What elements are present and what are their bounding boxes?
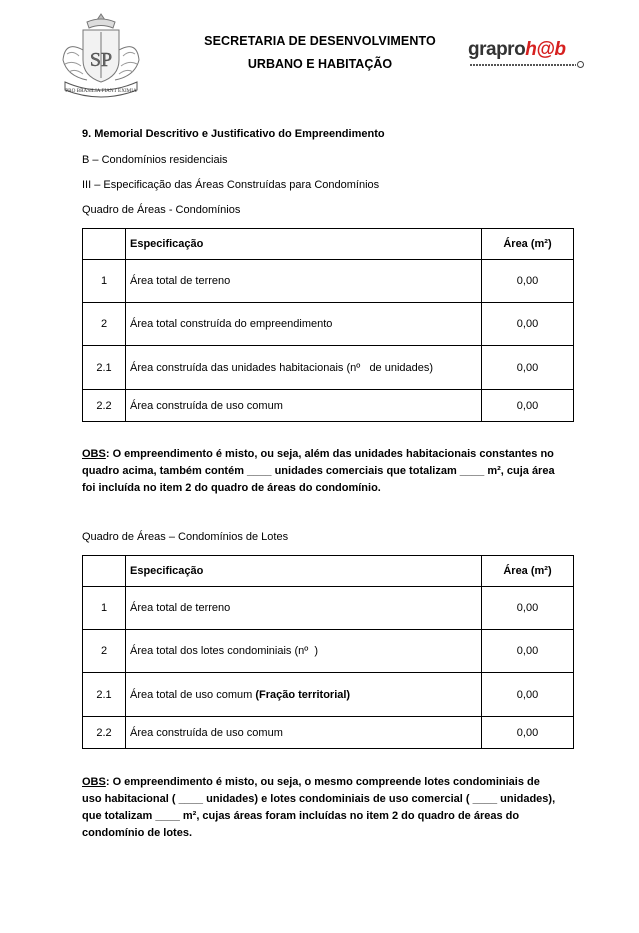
table-header-area: Área (m²) <box>482 556 574 587</box>
row-number: 2 <box>83 303 126 346</box>
row-area: 0,00 <box>482 390 574 422</box>
logo-tagline-text <box>470 64 576 66</box>
table-row <box>83 587 574 630</box>
table-header-area: Área (m²) <box>482 229 574 260</box>
row-spec-text: Área total de uso comum <box>130 688 256 701</box>
row-spec: Área total dos lotes condominiais (nº ) <box>126 630 482 673</box>
row-area: 0,00 <box>482 587 574 630</box>
row-area: 0,00 <box>482 303 574 346</box>
observation-note-2 <box>82 774 562 842</box>
table-row <box>83 260 574 303</box>
row-spec-bold: (Fração territorial) <box>255 688 351 701</box>
row-spec: Área total de terreno <box>126 260 482 303</box>
row-area: 0,00 <box>482 717 574 749</box>
table-row <box>83 346 574 390</box>
table-row <box>83 303 574 346</box>
row-spec: Área total construída do empreendimento <box>126 303 482 346</box>
row-area: 0,00 <box>482 346 574 390</box>
table-header-number <box>83 229 126 260</box>
row-number: 2.1 <box>83 673 126 717</box>
table2-caption: Quadro de Áreas – Condomínios de Lotes <box>82 531 289 543</box>
state-coat-of-arms-icon <box>57 10 145 98</box>
section-line-iii: III – Especificação das Áreas Construídas para Condomínios <box>82 179 380 191</box>
observation-note-1 <box>82 446 562 497</box>
table-row <box>83 717 574 749</box>
graprohab-logo <box>468 39 565 61</box>
table-header-row <box>83 229 574 260</box>
row-area: 0,00 <box>482 673 574 717</box>
row-spec: Área total de terreno <box>126 587 482 630</box>
obs-label: OBS <box>82 448 106 460</box>
table-row <box>83 630 574 673</box>
row-spec: Área construída de uso comum <box>126 390 482 422</box>
row-number: 2.1 <box>83 346 126 390</box>
table-header-row <box>83 556 574 587</box>
row-number: 1 <box>83 587 126 630</box>
row-spec <box>126 673 482 717</box>
row-number: 2.2 <box>83 390 126 422</box>
obs-label: OBS <box>82 776 106 788</box>
header-title-line1: SECRETARIA DE DESENVOLVIMENTO <box>204 34 436 48</box>
row-number: 2.2 <box>83 717 126 749</box>
svg-text:SP: SP <box>89 49 113 71</box>
table1-caption: Quadro de Áreas - Condomínios <box>82 204 241 216</box>
magnifier-icon <box>577 61 584 68</box>
section-heading: 9. Memorial Descritivo e Justificativo do Empreendimento <box>82 128 385 140</box>
areas-table-condominiums <box>82 228 574 422</box>
obs-text: : O empreendimento é misto, ou seja, o mesmo compreende lotes condominiais de uso habitacional ( ____ unidades) e lotes condominiais de uso comercial ( ____ unidades), que totalizam ____ m², cujas áreas foram incluídas no item 2 do quadro de áreas do condomínio de lotes. <box>82 776 556 839</box>
row-number: 1 <box>83 260 126 303</box>
table-header-spec: Especificação <box>126 229 482 260</box>
row-area: 0,00 <box>482 260 574 303</box>
logo-part1: grapro <box>468 39 526 60</box>
page-header <box>0 0 639 110</box>
areas-table-lot-condominiums <box>82 555 574 749</box>
row-spec: Área construída das unidades habitacionais (nº de unidades) <box>126 346 482 390</box>
obs-text: : O empreendimento é misto, ou seja, além das unidades habitacionais constantes no quadro acima, também contém ____ unidades comerciais que totalizam ____ m², cuja área foi incluída no item 2 do quadro de áreas do condomínio. <box>82 448 555 494</box>
svg-text:PRO BRASILIA FIANT EXIMIA: PRO BRASILIA FIANT EXIMIA <box>65 88 137 94</box>
logo-tagline <box>470 62 585 68</box>
table-header-spec: Especificação <box>126 556 482 587</box>
logo-part2: h@b <box>525 39 566 60</box>
table-header-number <box>83 556 126 587</box>
table-row <box>83 673 574 717</box>
header-title-line2: URBANO E HABITAÇÃO <box>247 57 393 71</box>
row-area: 0,00 <box>482 630 574 673</box>
row-spec: Área construída de uso comum <box>126 717 482 749</box>
section-line-b: B – Condomínios residenciais <box>82 154 228 166</box>
row-number: 2 <box>83 630 126 673</box>
table-row <box>83 390 574 422</box>
